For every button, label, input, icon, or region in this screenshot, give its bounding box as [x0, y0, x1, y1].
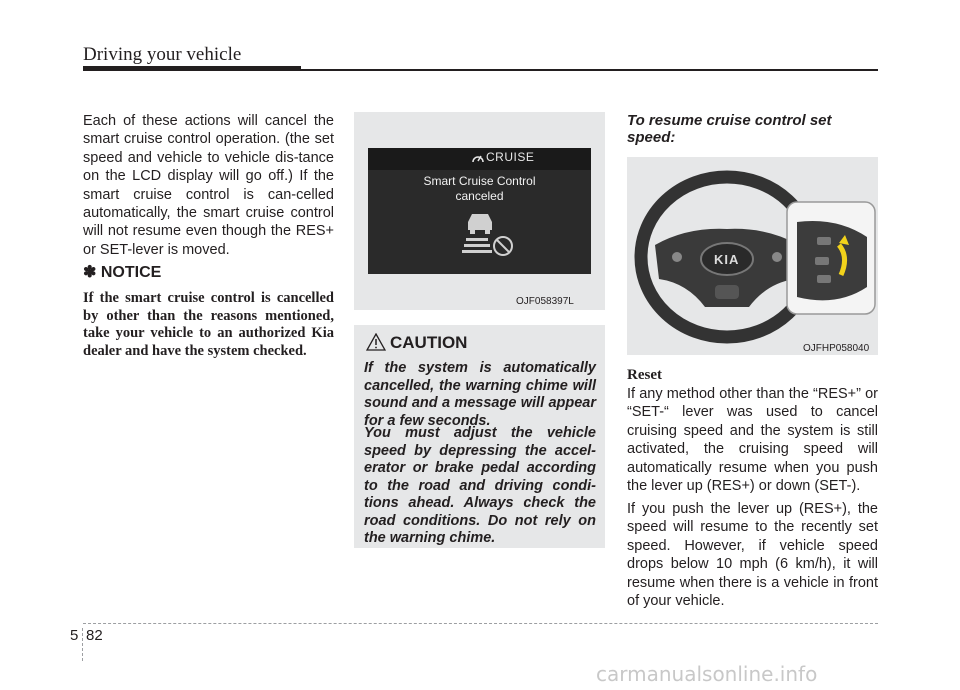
- cruise-gauge-icon: [471, 151, 485, 165]
- section-title: Driving your vehicle: [83, 44, 242, 65]
- caution-paragraph-2: You must adjust the vehicle speed by depressing the accel-erator or brake pedal according to the road and driving condi-tions ahead. Always check the road conditions. Do not rely on the warning chime.: [364, 425, 596, 546]
- intro-paragraph: Each of these actions will cancel the smart cruise control operation. (the set speed and vehicle to vehicle dis-tance on the LCD display will go off.) If the smart cruise control is can-celled automatically, the smart cruise control will not resume even though the RES+ or SET-lever is moved.: [83, 113, 334, 258]
- notice-label: NOTICE: [100, 264, 162, 281]
- header-rule-thin: [301, 69, 878, 71]
- resume-heading: To resume cruise control set speed:: [627, 112, 832, 146]
- notice-heading: [83, 262, 161, 282]
- scc-canceled-icon: [458, 208, 518, 262]
- lcd-message-line1: Smart Cruise Control: [423, 174, 536, 188]
- steering-wheel-illustration: [627, 157, 878, 355]
- notice-icon: ✽: [83, 264, 97, 281]
- lcd-message-line2: canceled: [455, 189, 504, 203]
- reset-heading: Reset: [627, 367, 662, 383]
- steering-logo: KIA: [714, 252, 740, 267]
- caution-paragraph-1: If the system is automatically cancelled, the warning chime will sound and a message will appear for a few seconds.: [364, 360, 596, 429]
- reset-paragraph-2: If you push the lever up (RES+), the speed will resume to the recently set speed. However, if vehicle speed drops below 10 mph (6 km/h), it will resume when there is a vehicle in front of your vehicle.: [627, 501, 878, 610]
- page-number: 82: [86, 627, 103, 644]
- footer-vertical-divider: [82, 628, 83, 661]
- caution-heading: CAUTION: [390, 333, 468, 352]
- notice-text: If the smart cruise control is cancelled by other than the reasons mentioned, take your vehicle to an authorized Kia dealer and have the system checked.: [83, 290, 334, 359]
- reset-paragraph-1: If any method other than the “RES+” or “SET-“ lever was used to cancel cruising speed and the system is still activated, the cruising speed will automatically resume when you push the lever up (RES+) or down (SET-).: [627, 386, 878, 495]
- chapter-number: 5: [70, 627, 79, 644]
- lcd-cruise-label: CRUISE: [486, 150, 535, 164]
- figure2-code: OJFHP058040: [803, 343, 870, 354]
- footer-divider: [83, 623, 878, 624]
- watermark: carmanualsonline.info: [596, 662, 818, 686]
- figure1-code: OJF058397L: [516, 296, 574, 307]
- header-rule-thick: [83, 66, 301, 71]
- lcd-message: [368, 174, 591, 204]
- warning-triangle-icon: [366, 333, 386, 351]
